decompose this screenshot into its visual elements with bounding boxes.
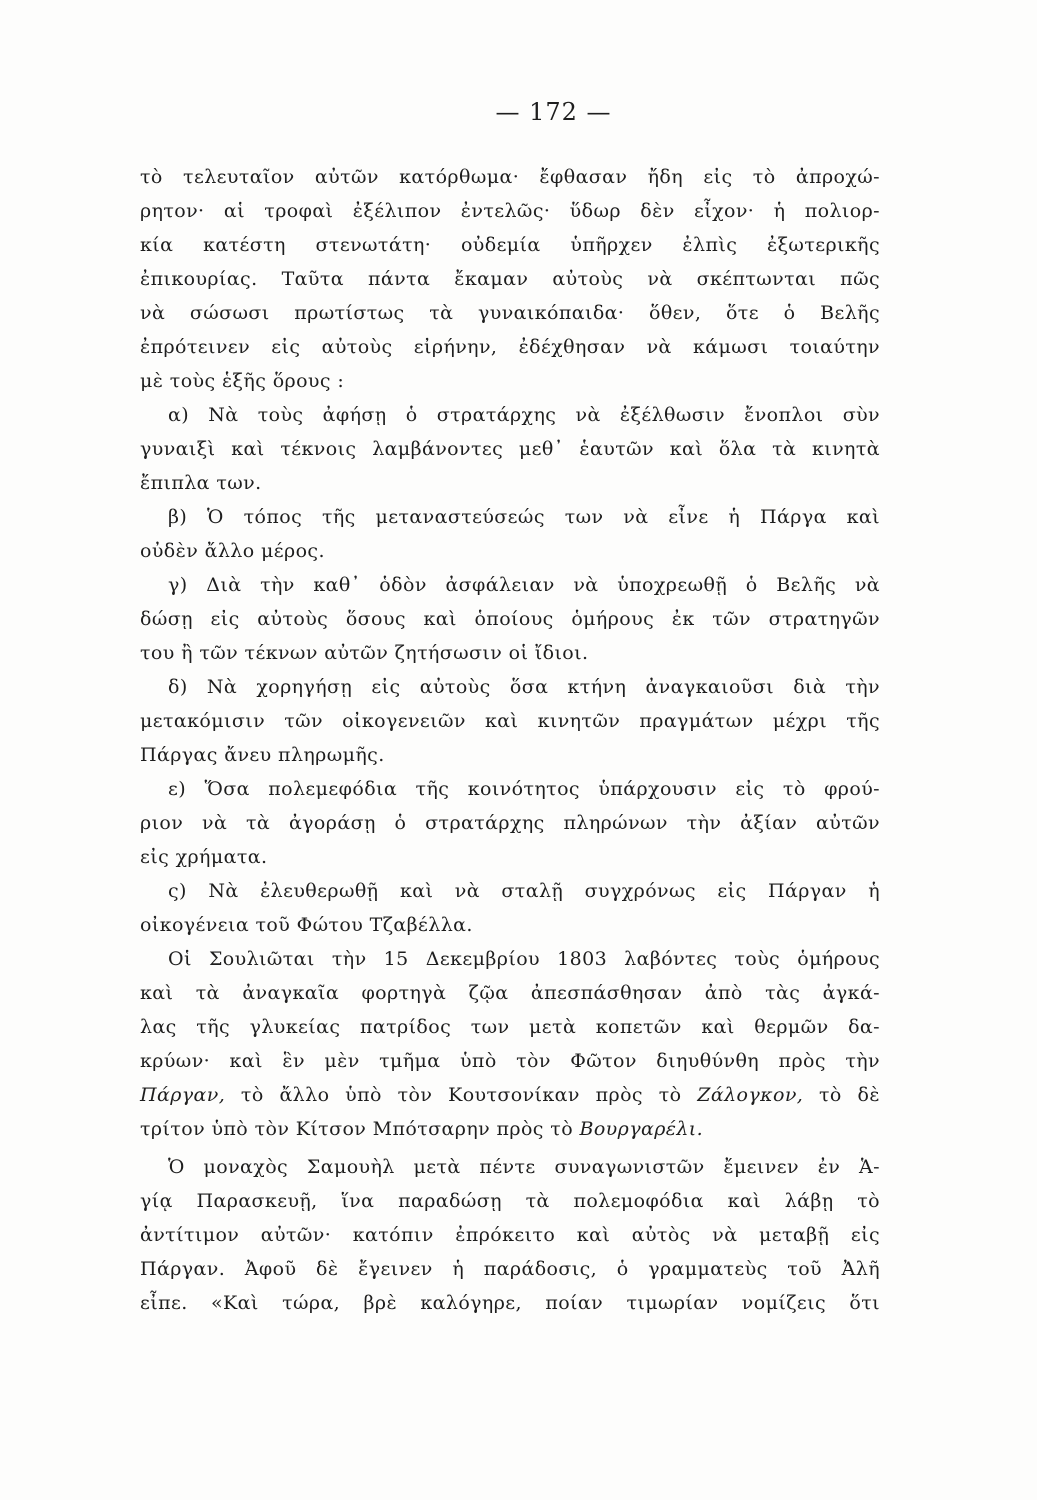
text-line-italic-places: Πάργαν, τὸ ἄλλο ὑπὸ τὸν Κουτσονίκαν πρὸς τὸ Ζάλογκον, τὸ δὲ bbox=[140, 1084, 880, 1106]
text-line: τὸ τελευταῖον αὐτῶν κατόρθωμα· ἔφθασαν ἤδη εἰς τὸ ἀπροχώ- bbox=[140, 166, 880, 188]
text-line: γίᾳ Παρασκευῇ, ἵνα παραδώσῃ τὰ πολεμοφόδια καὶ λάβῃ τὸ bbox=[140, 1190, 880, 1212]
text-line: κρύων· καὶ ἓν μὲν τμῆμα ὑπὸ τὸν Φῶτον διηυθύνθη πρὸς τὴν bbox=[140, 1050, 880, 1072]
text-line: β) Ὁ τόπος τῆς μεταναστεύσεώς των νὰ εἶνε ἡ Πάργα καὶ bbox=[168, 506, 880, 528]
text-line: γ) Διὰ τὴν καθ᾽ ὁδὸν ἀσφάλειαν νὰ ὑποχρεωθῇ ὁ Βελῆς νὰ bbox=[168, 574, 880, 596]
text-line: Ὁ μοναχὸς Σαμουὴλ μετὰ πέντε συναγωνιστῶν ἔμεινεν ἐν Ἁ- bbox=[168, 1156, 880, 1178]
text-line: Οἱ Σουλιῶται τὴν 15 Δεκεμβρίου 1803 λαβόντες τοὺς ὁμήρους bbox=[168, 948, 880, 970]
text-line: ε) Ὅσα πολεμεφόδια τῆς κοινότητος ὑπάρχουσιν εἰς τὸ φρού- bbox=[168, 778, 880, 800]
text-line: ἐπικουρίας. Ταῦτα πάντα ἔκαμαν αὐτοὺς νὰ σκέπτωνται πῶς bbox=[140, 268, 880, 290]
text-line: κία κατέστη στενωτάτη· οὐδεμία ὑπῆρχεν ἐλπὶς ἐξωτερικῆς bbox=[140, 234, 880, 256]
text-line: εἰς χρήματα. bbox=[140, 846, 268, 868]
text-line: οὐδὲν ἄλλο μέρος. bbox=[140, 540, 325, 562]
page-number: — 172 — bbox=[495, 98, 612, 126]
text-line: Πάργας ἄνευ πληρωμῆς. bbox=[140, 744, 385, 766]
text-line: μὲ τοὺς ἑξῆς ὅρους : bbox=[140, 370, 345, 392]
text-line: ς) Νὰ ἐλευθερωθῇ καὶ νὰ σταλῇ συγχρόνως εἰς Πάργαν ἡ bbox=[168, 880, 880, 902]
text-line: καὶ τὰ ἀναγκαῖα φορτηγὰ ζῷα ἀπεσπάσθησαν ἀπὸ τὰς ἀγκά- bbox=[140, 982, 880, 1004]
text-line: εἶπε. «Καὶ τώρα, βρὲ καλόγηρε, ποίαν τιμωρίαν νομίζεις ὅτι bbox=[140, 1292, 880, 1314]
text-line: ριον νὰ τὰ ἀγοράσῃ ὁ στρατάρχης πληρώνων τὴν ἀξίαν αὐτῶν bbox=[140, 812, 880, 834]
text-line: δ) Νὰ χορηγήσῃ εἰς αὐτοὺς ὅσα κτήνη ἀναγκαιοῦσι διὰ τὴν bbox=[168, 676, 880, 698]
italic-place-parga: Πάργαν, bbox=[140, 1084, 226, 1106]
text-line: ἀντίτιμον αὐτῶν· κατόπιν ἐπρόκειτο καὶ αὐτὸς νὰ μεταβῇ εἰς bbox=[140, 1224, 880, 1246]
text-line: μετακόμισιν τῶν οἰκογενειῶν καὶ κινητῶν πραγμάτων μέχρι τῆς bbox=[140, 710, 880, 732]
text-line: ρητον· αἱ τροφαὶ ἐξέλιπον ἐντελῶς· ὕδωρ δὲν εἶχον· ἡ πολιορ- bbox=[140, 200, 880, 222]
text-line: λας τῆς γλυκείας πατρίδος των μετὰ κοπετῶν καὶ θερμῶν δα- bbox=[140, 1016, 880, 1038]
text-line: ἐπρότεινεν εἰς αὐτοὺς εἰρήνην, ἐδέχθησαν νὰ κάμωσι τοιαύτην bbox=[140, 336, 880, 358]
text-line: νὰ σώσωσι πρωτίστως τὰ γυναικόπαιδα· ὅθεν, ὅτε ὁ Βελῆς bbox=[140, 302, 880, 324]
text-line: του ἢ τῶν τέκνων αὐτῶν ζητήσωσιν οἱ ἴδιοι. bbox=[140, 642, 589, 664]
text-line: Πάργαν. Ἀφοῦ δὲ ἔγεινεν ἡ παράδοσις, ὁ γραμματεὺς τοῦ Ἀλῆ bbox=[140, 1258, 880, 1280]
text-line-italic-place: τρίτον ὑπὸ τὸν Κίτσον Μπότσαρην πρὸς τὸ Βουργαρέλι. bbox=[140, 1118, 704, 1140]
text-line: γυναιξὶ καὶ τέκνοις λαμβάνοντες μεθ᾽ ἑαυτῶν καὶ ὅλα τὰ κινητὰ bbox=[140, 438, 880, 460]
italic-place-zalongo: Ζάλογκον, bbox=[697, 1084, 804, 1106]
text-line: ἔπιπλα των. bbox=[140, 472, 262, 494]
text-line: δώσῃ εἰς αὐτοὺς ὅσους καὶ ὁποίους ὁμήρους ἐκ τῶν στρατηγῶν bbox=[140, 608, 880, 630]
body-text bbox=[140, 160, 880, 1320]
text-line: α) Νὰ τοὺς ἀφήσῃ ὁ στρατάρχης νὰ ἐξέλθωσιν ἔνοπλοι σὺν bbox=[168, 404, 880, 426]
text-line: οἰκογένεια τοῦ Φώτου Τζαβέλλα. bbox=[140, 914, 473, 936]
italic-place-vourgareli: Βουργαρέλι. bbox=[579, 1118, 704, 1140]
